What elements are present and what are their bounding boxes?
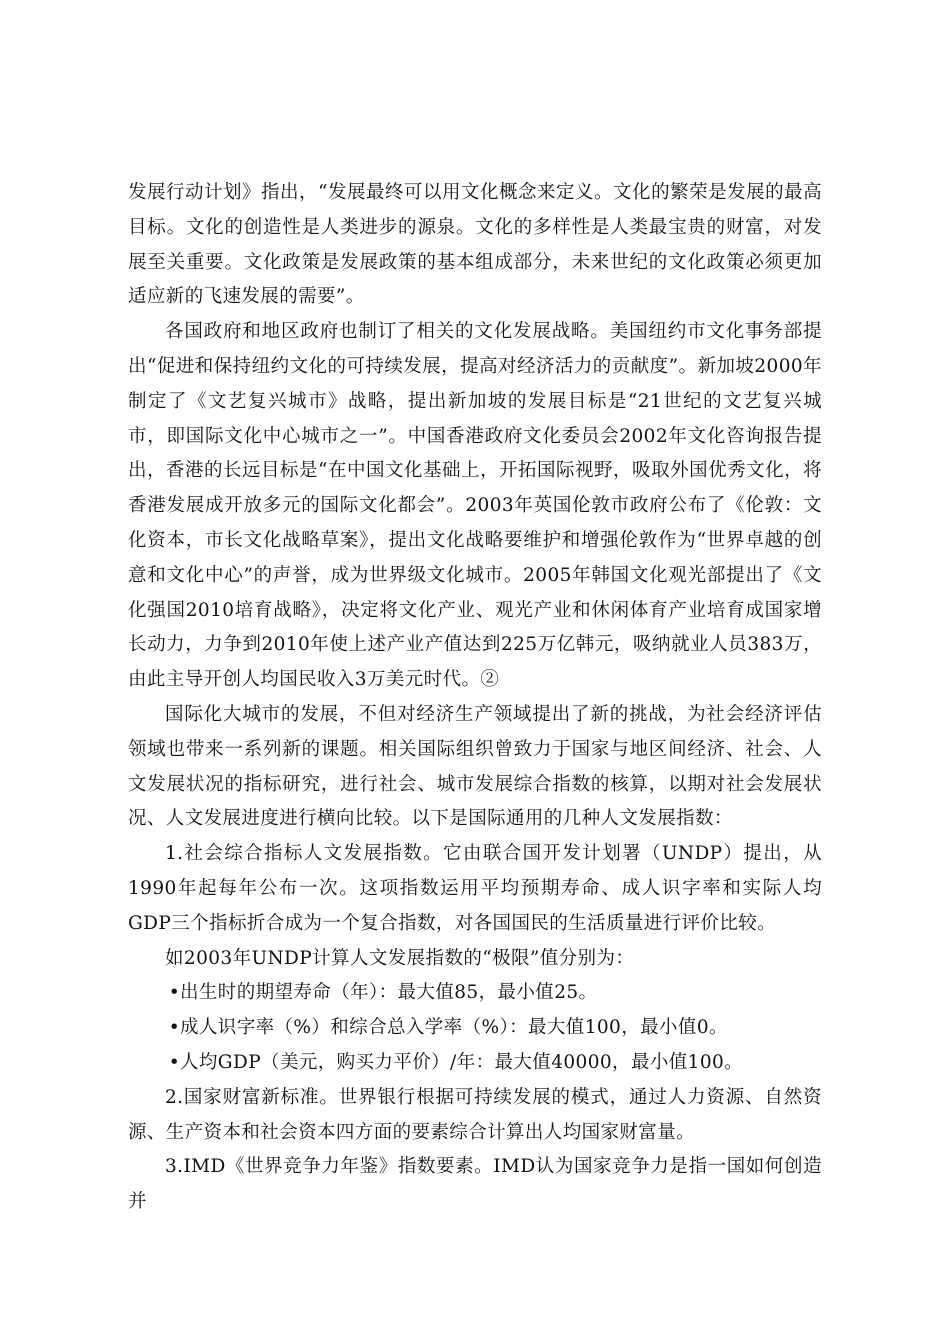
paragraph-human-development-index: 1.社会综合指标人文发展指数。它由联合国开发计划署（UNDP）提出，从1990年起每年公布一次。这项指数运用平均预期寿命、成人识字率和实际人均GDP三个指标折合成为一个复合指数，对各国国民的生活质量进行评价比较。 bbox=[128, 843, 822, 934]
paragraph-un-action-plan-quote: 发展行动计划》指出，“发展最终可以用文化概念来定义。文化的繁荣是发展的最高目标。文化的创造性是人类进步的源泉。文化的多样性是人类最宝贵的财富，对发展至关重要。文化政策是发展政策的基本组成部分，未来世纪的文化政策必须更加适应新的飞速发展的需要”。 bbox=[128, 182, 822, 308]
paragraph-imd-competitiveness: 3.IMD《世界竞争力年鉴》指数要素。IMD认为国家竞争力是指一国如何创造并 bbox=[128, 1156, 822, 1213]
paragraph-national-wealth-standard: 2.国家财富新标准。世界银行根据可持续发展的模式，通过人力资源、自然资源、生产资本和社会资本四方面的要素综合计算出人均国家财富量。 bbox=[128, 1086, 822, 1143]
bullet-life-expectancy: •出生时的期望寿命（年）：最大值85，最小值25。 bbox=[168, 982, 598, 1004]
paragraph-development-indices-intro: 国际化大城市的发展，不但对经济生产领域提出了新的挑战，为社会经济评估领域也带来一系列新的课题。相关国际组织曾致力于国家与地区间经济、社会、人文发展状况的指标研究，进行社会、城市发展综合指数的核算，以期对社会发展状况、人文发展进度进行横向比较。以下是国际通用的几种人文发展指数： bbox=[128, 703, 822, 830]
bullet-gdp-per-capita: •人均GDP（美元，购买力平价）/年：最大值40000，最小值100。 bbox=[168, 1051, 744, 1073]
paragraph-city-culture-strategies: 各国政府和地区政府也制订了相关的文化发展战略。美国纽约市文化事务部提出“促进和保持纽约文化的可持续发展，提高对经济活力的贡献度”。新加坡2000年制定了《文艺复兴城市》战略，提出新加坡的发展目标是“21世纪的文艺复兴城市，即国际文化中心城市之一”。中国香港政府文化委员会2002年文化咨询报告提出，香港的长远目标是“在中国文化基础上，开拓国际视野，吸取外国优秀文化，将香港发展成开放多元的国际文化都会”。2003年英国伦敦市政府公布了《伦敦：文化资本，市长文化战略草案》，提出文化战略要维护和增强伦敦作为“世界卓越的创意和文化中心”的声誉，成为世界级文化城市。2005年韩国文化观光部提出了《文化强国2010培育战略》，决定将文化产业、观光产业和休闲体育产业培育成国家增长动力，力争到2010年使上述产业产值达到225万亿韩元，吸纳就业人员383万，由此主导开创人均国民收入3万美元时代。② bbox=[128, 321, 822, 691]
bullet-literacy-enrollment: •成人识字率（%）和综合总入学率（%）：最大值100，最小值0。 bbox=[168, 1017, 728, 1039]
document-body bbox=[128, 176, 822, 1220]
paragraph-undp-limits-intro: 如2003年UNDP计算人文发展指数的“极限”值分别为： bbox=[165, 947, 635, 969]
